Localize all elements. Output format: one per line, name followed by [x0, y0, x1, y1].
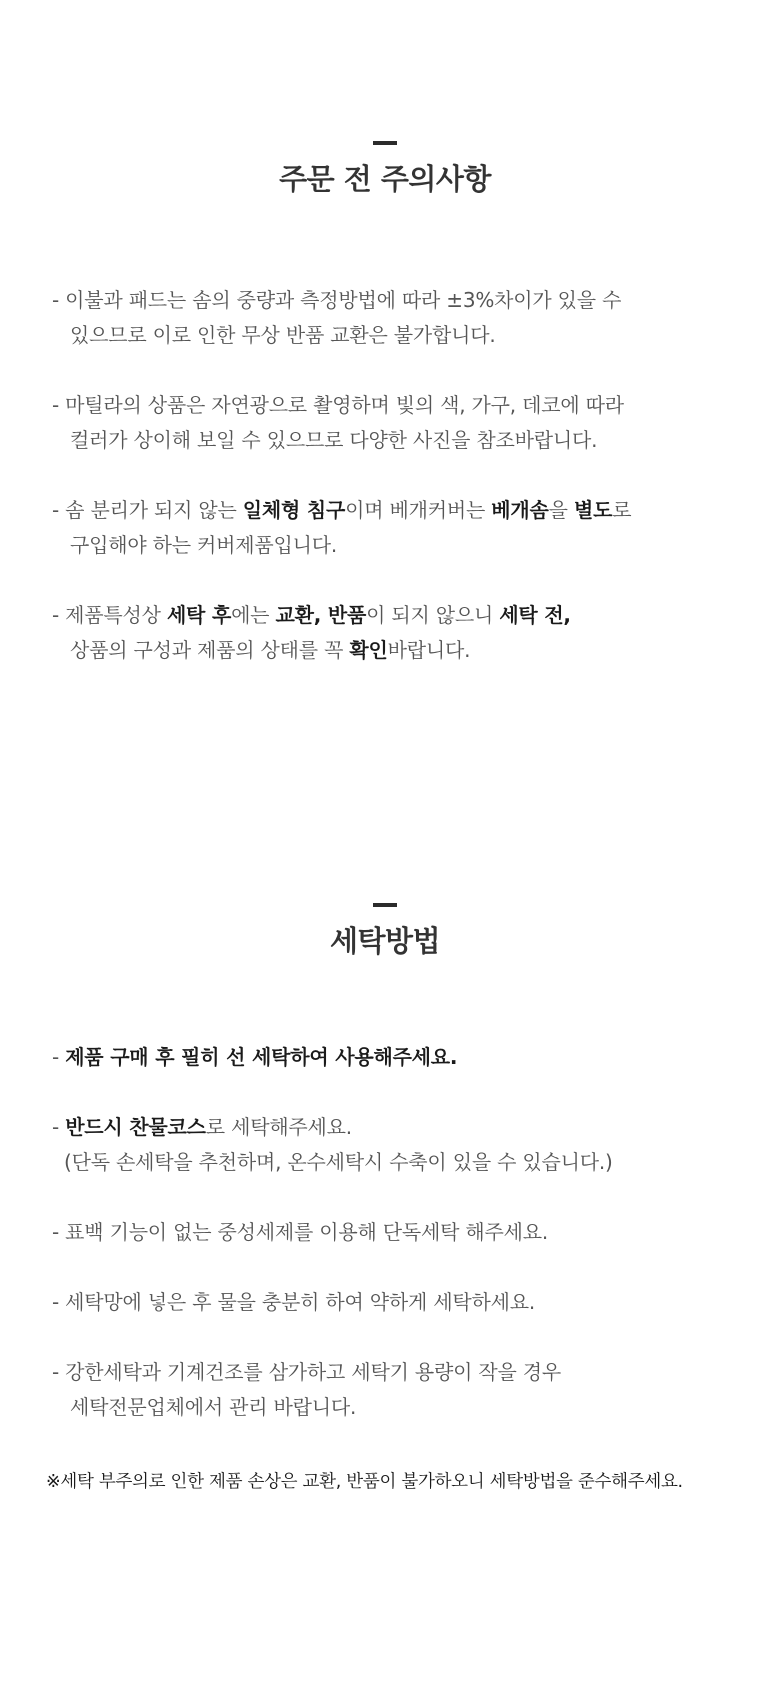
list-item-line — [52, 1040, 732, 1075]
list-item-line — [52, 1285, 732, 1320]
precautions-list — [52, 283, 732, 668]
section-title: 세탁방법 — [329, 924, 441, 958]
emphasized-text: 세탁 전, — [499, 603, 571, 627]
section-header-washing — [0, 903, 770, 960]
list-item-line — [52, 598, 732, 633]
text-segment: - — [52, 1115, 66, 1139]
heading-accent-bar — [373, 141, 397, 145]
emphasized-text: 베개솜 — [491, 498, 549, 522]
washing-footnote: ※세탁 부주의로 인한 제품 손상은 교환, 반품이 불가하오니 세탁방법을 준수해주세요. — [46, 1472, 683, 1492]
text-segment: 상품의 구성과 제품의 상태를 꼭 — [70, 638, 350, 662]
list-item-line — [52, 1390, 732, 1425]
list-item-line — [52, 318, 732, 353]
text-segment: - 마틸라의 상품은 자연광으로 촬영하며 빛의 색, 가구, 데코에 따라 — [52, 393, 624, 417]
text-segment: 로 — [612, 498, 632, 522]
list-item-line — [52, 528, 732, 563]
list-item-line — [52, 1355, 732, 1390]
list-item-line — [52, 1215, 732, 1250]
list-item-line — [52, 1145, 732, 1180]
text-segment: 세탁전문업체에서 관리 바랍니다. — [70, 1395, 357, 1419]
section-header-precautions — [0, 141, 770, 198]
text-segment: 로 세탁해주세요. — [205, 1115, 352, 1139]
heading-accent-bar — [373, 903, 397, 907]
text-segment: 이 되지 않으니 — [366, 603, 500, 627]
text-segment: - — [52, 1045, 66, 1069]
text-segment: - 세탁망에 넣은 후 물을 충분히 하여 약하게 세탁하세요. — [52, 1290, 536, 1314]
emphasized-text: 반드시 찬물코스 — [65, 1115, 206, 1139]
emphasized-text: 확인 — [349, 638, 388, 662]
emphasized-text: 일체형 침구 — [242, 498, 346, 522]
text-segment: 이며 베개커버는 — [345, 498, 492, 522]
emphasized-text: 세탁 후 — [166, 603, 232, 627]
section-title: 주문 전 주의사항 — [279, 162, 491, 196]
text-segment: 을 — [548, 498, 574, 522]
emphasized-text: 교환, 반품 — [275, 603, 367, 627]
text-segment: 바랍니다. — [387, 638, 471, 662]
emphasized-text: 제품 구매 후 필히 선 세탁하여 사용해주세요. — [65, 1045, 458, 1069]
text-segment: - 이불과 패드는 솜의 중량과 측정방법에 따라 ±3%차이가 있을 수 — [52, 288, 622, 312]
text-segment: - 솜 분리가 되지 않는 — [52, 498, 243, 522]
list-item-line — [52, 283, 732, 318]
list-item-line — [52, 388, 732, 423]
text-segment: (단독 손세탁을 추천하며, 온수세탁시 수축이 있을 수 있습니다.) — [64, 1150, 613, 1174]
text-segment: - 표백 기능이 없는 중성세제를 이용해 단독세탁 해주세요. — [52, 1220, 549, 1244]
text-segment: 컬러가 상이해 보일 수 있으므로 다양한 사진을 참조바랍니다. — [70, 428, 598, 452]
text-segment: - 강한세탁과 기계건조를 삼가하고 세탁기 용량이 작을 경우 — [52, 1360, 561, 1384]
text-segment: 에는 — [231, 603, 276, 627]
list-item-line — [52, 493, 732, 528]
emphasized-text: 별도 — [573, 498, 613, 522]
text-segment: - 제품특성상 — [52, 603, 167, 627]
list-item-line — [52, 423, 732, 458]
washing-instructions-list — [52, 1040, 732, 1425]
text-segment: 구입해야 하는 커버제품입니다. — [70, 533, 338, 557]
list-item-line — [52, 1110, 732, 1145]
list-item-line — [52, 633, 732, 668]
text-segment: 있으므로 이로 인한 무상 반품 교환은 불가합니다. — [70, 323, 496, 347]
